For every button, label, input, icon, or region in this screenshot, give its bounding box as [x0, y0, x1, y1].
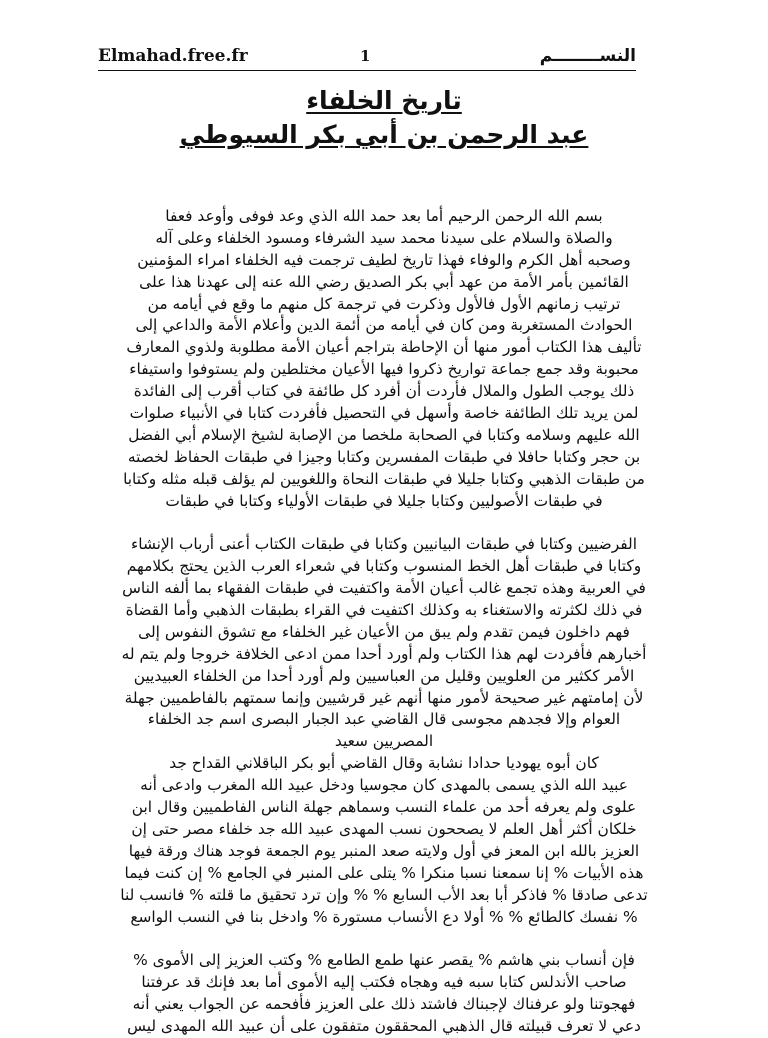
- text-line: الفرضيين وكتابا في طبقات البيانيين وكتابا في طبقات الكتاب أعنى أرباب الإنشاء: [131, 535, 637, 554]
- text-line: والصلاة والسلام على سيدنا محمد سيد الشرفاء ومسود الخلفاء وعلى آله: [155, 228, 613, 247]
- book-title: تاريخ الخلفاء: [306, 86, 462, 115]
- text-line: خلكان أكثر أهل العلم لا يصححون نسب المهدى عبيد الله جد خلفاء مصر حتى إن: [131, 819, 637, 838]
- text-line: العوام وإلا فجدهم مجوسى قال القاضي عبد الجبار البصرى اسم جد الخلفاء: [147, 710, 621, 729]
- text-line: فهجوتنا ولو عرفناك لإجبناك فاشتد ذلك على العزيز فأفحمه عن الجواب يعني أنه: [132, 995, 636, 1014]
- text-line: % نفسك كالطائع % % أولا دع الأنساب مستورة % وادخل بنا في النسب الواسع: [130, 907, 638, 926]
- text-line: محبوبة وقد جمع جماعة تواريخ ذكروا فيها الأعيان مختلطين ولم يستوفوا واستيفاء: [129, 360, 639, 379]
- text-line: لأن إمامتهم غير صحيحة لأمور منها أنهم غير قرشيين وإنما سمتهم بالفاطميين جهلة: [124, 688, 644, 707]
- text-line: وصحبه أهل الكرم والوفاء فهذا تاريخ لطيف ترجمت فيه الخلفاء امراء المؤمنين: [137, 250, 631, 269]
- author-name: عبد الرحمن بن أبي بكر السيوطي: [179, 120, 589, 149]
- text-line: بسم الله الرحمن الرحيم أما بعد حمد الله الذي وعد فوفى وأوعد فعفا: [165, 207, 603, 225]
- text-line: صاحب الأندلس كتابا سبه فيه وهجاه فكتب إليه الأموى أما بعد فإنك قد عرفتنا: [141, 973, 627, 992]
- text-line: الله عليهم وسلامه وكتابا في الصحابة ملخصا من الإصابة لشيخ الإسلام أبي الفضل: [128, 425, 640, 444]
- text-line: وكتابا في طبقات أهل الخط المنسوب وكتابا في شعراء العرب الذين يحتج بكلامهم: [126, 557, 642, 576]
- paragraph-gap: [54, 928, 714, 950]
- text-line: دعي لا تعرف قبيلته قال الذهبي المحققون متفقون على أن عبيد الله المهدى ليس: [127, 1016, 641, 1035]
- text-line: الأمر ككثير من العلويين وقليل من العباسيين ولم أورد أحدا من الخلفاء العبيديين: [133, 666, 635, 685]
- text-line: ذلك يوجب الطول والملال فأردت أن أفرد كل طائفة في كتاب أقرب إلى الفائدة: [133, 382, 635, 401]
- page-header: [98, 44, 636, 71]
- text-line: هذه الأبيات % إنا سمعنا نسبا منكرا % يتلى على المنبر في الجامع % إن كنت فيما: [124, 863, 644, 882]
- text-line: القائمين بأمر الأمة من عهد أبي بكر الصديق رضي الله عنه إلى عهدنا هذا على: [139, 272, 629, 291]
- text-line: أخبارهم فأفردت لهم هذا الكتاب ولم أورد أحدا ممن ادعى الخلافة خروجا ولم يتم له: [121, 644, 647, 663]
- text-line: عبيد الله الذي يسمى بالمهدى كان مجوسيا ودخل عبيد الله المغرب وادعى أنه: [140, 776, 628, 795]
- text-line: لمن يريد تلك الطائفة خاصة وأسهل في التحصيل فأفردت كتابا في الأنبياء صلوات: [129, 404, 639, 423]
- text-line: من طبقات الذهبي وكتابا جليلا في طبقات النحاة واللغويين لم يؤلف قبله مثله وكتابا: [123, 469, 645, 488]
- page-number: 1: [360, 47, 371, 65]
- text-line: المصريين سعيد: [334, 732, 434, 751]
- paragraph-gap: [54, 512, 714, 534]
- text-line: فهم داخلون فيمن تقدم ولم يبق من الأعيان غير الخلفاء مع تشوق النفوس إلى: [138, 622, 630, 641]
- text-line: بن حجر وكتابا حافلا في طبقات المفسرين وكتابا وجيزا في طبقات الحفاظ لخصته: [127, 447, 641, 466]
- text-line: في العربية وهذه تجمع غالب أعيان الأمة واكتفيت في طبقات الفقهاء بما ألفه الناس: [122, 579, 646, 598]
- text-line: تأليف هذا الكتاب أمور منها أن الإحاطة بتراجم أعيان الأمة مطلوبة ولذوي المعارف: [126, 338, 642, 357]
- text-line: فإن أنساب بني هاشم % يقصر عنها طمع الطامع % وكتب العزيز إلى الأموى %: [133, 951, 635, 970]
- text-line: ترتيب زمانهم الأول فالأول وذكرت في ترجمة كل منهم ما وقع في أيامه من: [147, 294, 621, 313]
- text-line: الحوادث المستغربة ومن كان في أيامه من أئمة الدين وأعلام الأمة والداعي إلى: [135, 316, 633, 335]
- text-line: في ذلك لكثرته والاستغناء به وكذلك اكتفيت في القراء بطبقات الذهبي وأما القضاة: [125, 601, 643, 620]
- text-line: كان أبوه يهوديا حدادا نشابة وقال القاضي أبو بكر الباقلاني القداح جد: [169, 754, 599, 773]
- text-line: تدعى صادقا % فاذكر أبا بعد الأب السابع % % وإن ترد تحقيق ما قلته % فانسب لنا: [120, 885, 648, 904]
- header-rubric: النســــــــم: [539, 46, 636, 66]
- text-line: العزيز بالله ابن المعز في أول ولايته صعد المنبر يوم الجمعة فوجد هناك ورقة فيها: [128, 841, 640, 860]
- document-body: [54, 206, 714, 1038]
- text-line: علوى ولم يعرفه أحد من علماء النسب وسماهم جهلة الناس الفاطميين وقال ابن: [131, 798, 637, 817]
- site-name: Elmahad.free.fr: [98, 46, 248, 66]
- text-line: في طبقات الأصوليين وكتابا جليلا في طبقات الأولياء وكتابا في طبقات: [165, 491, 603, 510]
